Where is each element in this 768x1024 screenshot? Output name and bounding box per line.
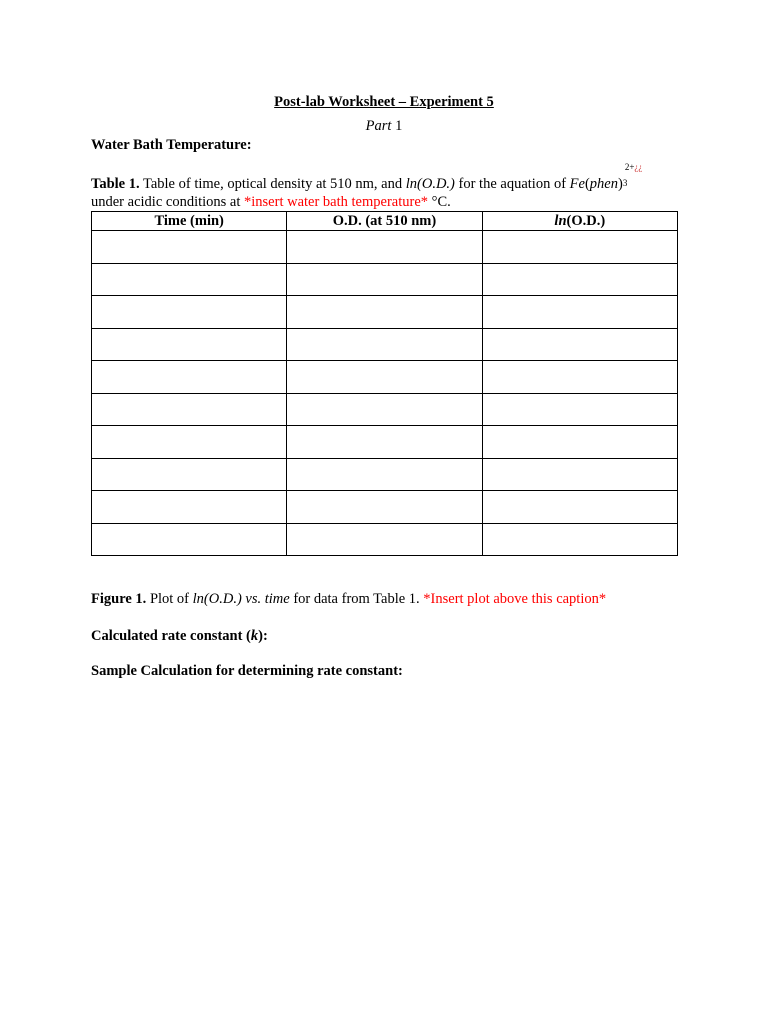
plot-placeholder: *Insert plot above this caption*: [423, 591, 607, 607]
table-cell[interactable]: [482, 458, 677, 491]
figure-caption-text-1: Plot of: [149, 591, 190, 607]
table-cell[interactable]: [287, 361, 482, 394]
table-row: [92, 263, 678, 296]
figure-caption: [91, 591, 606, 608]
header-time: Time (min): [92, 212, 287, 231]
table-cell[interactable]: [287, 296, 482, 329]
table-cell[interactable]: [92, 491, 287, 524]
table-cell[interactable]: [287, 426, 482, 459]
part-word: Part: [365, 118, 392, 134]
table-row: [92, 393, 678, 426]
table-row: [92, 426, 678, 459]
part-label: [0, 118, 768, 135]
table-row: [92, 458, 678, 491]
rate-constant-label: [91, 628, 268, 645]
header-ln: ln: [554, 212, 567, 229]
table-cell[interactable]: [92, 328, 287, 361]
phen-ligand: phen: [589, 176, 618, 192]
table-caption-text-4: °C.: [431, 194, 451, 210]
table-cell[interactable]: [92, 523, 287, 556]
table-cell[interactable]: [287, 231, 482, 264]
table-cell[interactable]: [287, 328, 482, 361]
table-header-row: [92, 212, 678, 231]
left-paren: (: [584, 176, 590, 192]
right-paren: ): [617, 176, 623, 192]
table-cell[interactable]: [92, 296, 287, 329]
table-cell[interactable]: [287, 523, 482, 556]
charge-artifact: ¿¿: [634, 162, 643, 172]
rate-constant-label-2: ):: [258, 628, 268, 644]
charge-value: 2+: [624, 162, 635, 172]
table-cell[interactable]: [92, 361, 287, 394]
header-od: O.D. (at 510 nm): [287, 212, 482, 231]
water-bath-temperature-label: Water Bath Temperature:: [91, 137, 252, 153]
table-cell[interactable]: [482, 426, 677, 459]
part-number: 1: [395, 118, 403, 134]
figure-caption-label: Figure 1.: [91, 591, 147, 607]
table-row: [92, 328, 678, 361]
table-cell[interactable]: [92, 231, 287, 264]
table-cell[interactable]: [287, 263, 482, 296]
table-cell[interactable]: [92, 458, 287, 491]
table-row: [92, 231, 678, 264]
figure-caption-text-2: for data from Table 1.: [293, 591, 420, 607]
table-row: [92, 523, 678, 556]
table-row: [92, 491, 678, 524]
table-caption-text-3: under acidic conditions at: [91, 194, 241, 210]
table-cell[interactable]: [287, 393, 482, 426]
rate-constant-symbol: k: [250, 628, 259, 644]
table-caption-text-1: Table of time, optical density at 510 nm, and: [143, 176, 403, 192]
table-cell[interactable]: [482, 263, 677, 296]
table-cell[interactable]: [92, 426, 287, 459]
fe-symbol: Fe: [569, 176, 585, 192]
complex-charge: [625, 162, 643, 172]
table-caption-ln-od: ln(O.D.): [405, 176, 455, 192]
ligand-count: 3: [622, 178, 628, 188]
data-table: [91, 211, 678, 556]
table-cell[interactable]: [482, 328, 677, 361]
table-cell[interactable]: [482, 231, 677, 264]
complex-charge-and-count: [622, 162, 645, 188]
table-cell[interactable]: [482, 393, 677, 426]
sample-calculation-label: Sample Calculation for determining rate constant:: [91, 663, 403, 679]
table-caption-text-2: for the aquation of: [458, 176, 567, 192]
header-ln-od: [482, 212, 677, 231]
table-caption-line-1: [91, 162, 645, 193]
table-caption-line-2: [91, 194, 451, 211]
table-row: [92, 296, 678, 329]
rate-constant-label-1: Calculated rate constant (: [91, 628, 251, 644]
worksheet-title: Post-lab Worksheet – Experiment 5: [274, 94, 494, 110]
table-cell[interactable]: [92, 263, 287, 296]
table-cell[interactable]: [482, 491, 677, 524]
temperature-placeholder: *insert water bath temperature*: [244, 194, 429, 210]
table-cell[interactable]: [287, 491, 482, 524]
table-row: [92, 361, 678, 394]
figure-caption-axes: ln(O.D.) vs. time: [192, 591, 290, 607]
table-caption-label: Table 1.: [91, 176, 140, 192]
table-cell[interactable]: [482, 361, 677, 394]
table-cell[interactable]: [482, 523, 677, 556]
table-cell[interactable]: [287, 458, 482, 491]
header-ln-od-text: (O.D.): [566, 212, 606, 229]
table-cell[interactable]: [482, 296, 677, 329]
table-cell[interactable]: [92, 393, 287, 426]
